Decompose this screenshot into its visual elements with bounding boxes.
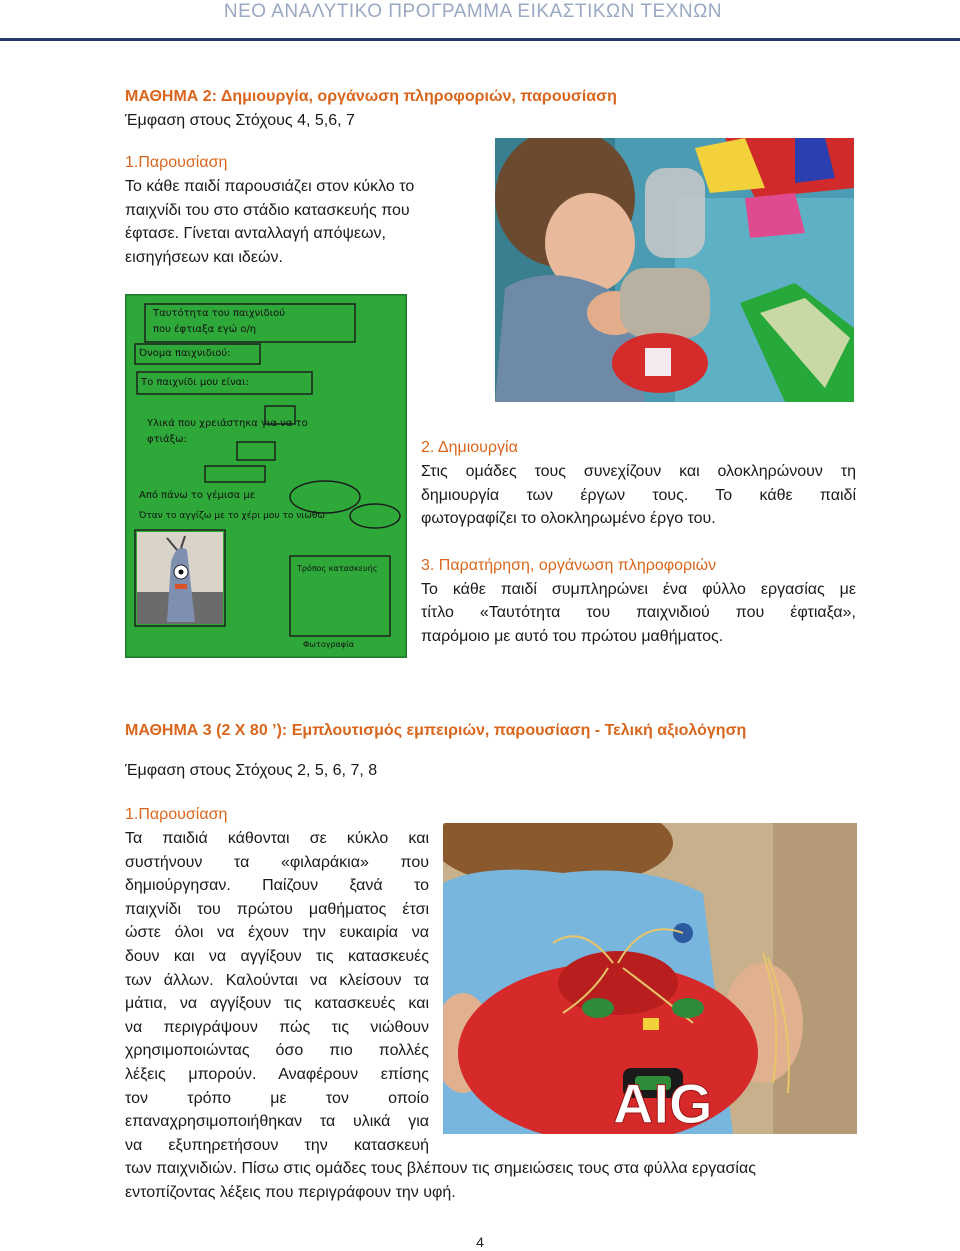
lesson2-section2-line: φωτογραφίζει το ολοκληρωμένο έργο του. (421, 510, 716, 527)
lesson3-section1-line: μάτια, να αγγίξουν τις κατασκευές και (125, 995, 429, 1013)
lesson3-section1-line: εντοπίζοντας λέξεις που περιγράφουν την υφή. (125, 1184, 456, 1201)
lesson2-section1-line: παιχνίδι του στο στάδιο κατασκευής που (125, 202, 410, 219)
lesson2-section2-line: Στις ομάδες τους συνεχίζουν και ολοκληρώνουν τη (421, 463, 856, 480)
worksheet-line: Τρόπος κατασκευής (297, 564, 378, 573)
lesson2-section1-line: έφτασε. Γίνεται ανταλλαγή απόψεων, (125, 225, 386, 242)
lesson2-title: ΜΑΘΗΜΑ 2: Δημιουργία, οργάνωση πληροφοριών, παρουσίαση (125, 88, 617, 105)
worksheet-line: Το παιχνίδι μου είναι: (141, 377, 249, 388)
lesson3-section1-line: επαναχρησιμοποιήθηκαν τα υλικά για (125, 1113, 429, 1131)
worksheet-line: Υλικά που χρειάστηκα για να το (147, 418, 308, 429)
lesson2-section3-line: Το κάθε παιδί συμπληρώνει ένα φύλλο εργασίας με (421, 581, 856, 598)
worksheet-line: Όνομα παιχνιδιού: (139, 348, 231, 359)
photo-child-with-puppet (443, 823, 857, 1134)
lesson3-section1-line: ώστε όλοι να έχουν την ευκαιρία να (125, 924, 429, 942)
worksheet-line: που έφτιαξα εγώ ο/η (153, 324, 257, 335)
lesson3-section1-line: να εξυπηρετήσουν την κατασκευή (125, 1136, 429, 1154)
sock-puppet-photo (137, 532, 223, 624)
lesson2-section2-line: δημιουργία των έργων τους. Το κάθε παιδί (421, 487, 856, 504)
photo-green-worksheet (125, 294, 407, 658)
photo-child-crafting (495, 138, 854, 402)
lesson3-section1-line: των άλλων. Καλούνται να κλείσουν τα (125, 971, 429, 989)
lesson2-section1-heading: 1.Παρουσίαση (125, 154, 228, 171)
lesson3-section1-line: τον τρόπο με τον οποίο (125, 1089, 429, 1107)
page-number: 4 (476, 1234, 484, 1250)
page-header (0, 0, 960, 41)
lesson2-section1-line: Το κάθε παιδί παρουσιάζει στον κύκλο το (125, 178, 415, 195)
lesson2-section1-line: εισηγήσεων και ιδεών. (125, 249, 283, 266)
header-title: ΝΕΟ ΑΝΑΛΥΤΙΚΟ ΠΡΟΓΡΑΜΜΑ ΕΙΚΑΣΤΙΚΩΝ ΤΕΧΝΩΝ (223, 1, 722, 22)
lesson3-section1-line: δημιούργησαν. Παίζουν ξανά το (125, 877, 429, 895)
lesson3-section1-heading: 1.Παρουσίαση (125, 806, 228, 823)
lesson2-section3-line: παρόμοιο με αυτό του πρώτου μαθήματος. (421, 628, 724, 645)
lesson3-section1-line: Τα παιδιά κάθονται σε κύκλο και (125, 830, 429, 847)
photo-letters: AIG (613, 1072, 713, 1134)
lesson3-emphasis: Έμφαση στους Στόχους 2, 5, 6, 7, 8 (125, 762, 378, 779)
worksheet-line: Ταυτότητα του παιχνιδιού (153, 308, 286, 319)
lesson2-section3-heading: 3. Παρατήρηση, οργάνωση πληροφοριών (421, 557, 717, 574)
lesson2-section3-line: τίτλο «Ταυτότητα του παιχνιδιού που έφτιαξα», (421, 604, 856, 621)
worksheet-line: Από πάνω το γέμισα με (139, 490, 256, 501)
worksheet-line: Όταν το αγγίζω με το χέρι μου το νιώθω (139, 511, 325, 521)
lesson3-section1-line: δουν και να αγγίξουν τις κατασκευές (125, 948, 429, 965)
lesson3-section1-line: να περιγράψουν πώς τις νιώθουν (125, 1018, 429, 1036)
lesson3-section1-line: παιχνίδι του πρώτου μαθήματος έτσι (125, 900, 429, 918)
lesson3-section1-line: συστήνουν τα «φιλαράκια» που (125, 853, 429, 871)
worksheet-line: φτιάξω: (147, 434, 187, 445)
lesson3-title: ΜΑΘΗΜΑ 3 (2 Χ 80 ’): Εμπλουτισμός εμπειριών, παρουσίαση - Τελική αξιολόγηση (125, 722, 747, 739)
lesson3-section1-line: των παιχνιδιών. Πίσω στις ομάδες τους βλέπουν τις σημειώσεις τους στα φύλλα εργασίας (125, 1160, 756, 1177)
lesson3-section1-line: χρησιμοποιώντας όσο πιο πολλές (125, 1042, 429, 1060)
worksheet-line: Φωτογραφία (303, 640, 355, 649)
lesson3-section1-line: λέξεις μπορούν. Αναφέρουν επίσης (125, 1066, 429, 1083)
lesson2-section2-heading: 2. Δημιουργία (421, 439, 518, 456)
lesson2-emphasis: Έμφαση στους Στόχους 4, 5,6, 7 (125, 112, 355, 129)
